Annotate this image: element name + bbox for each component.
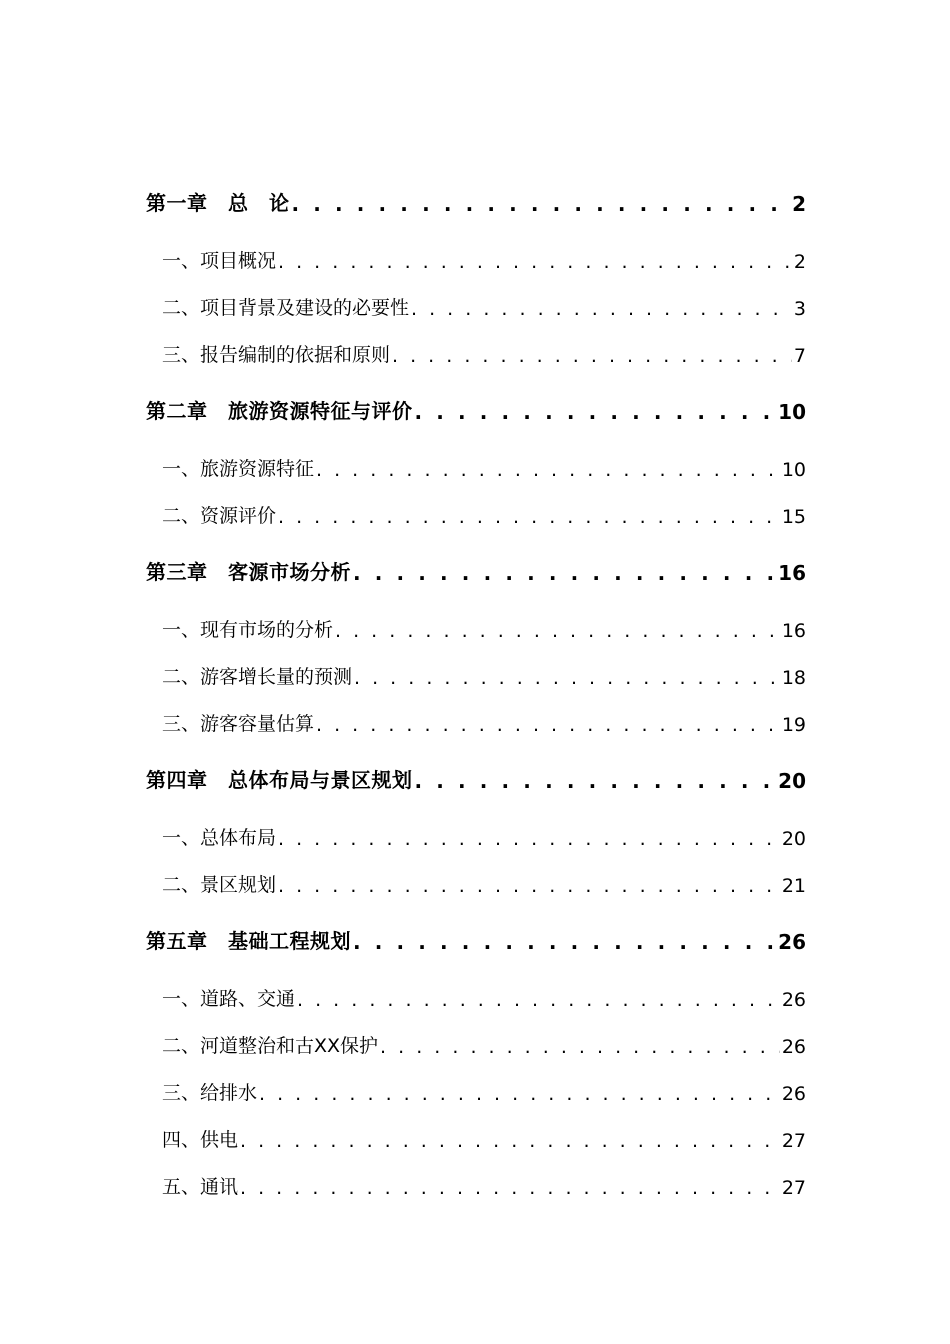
toc-section	[146, 329, 806, 367]
toc-page-number: 16	[781, 620, 806, 642]
toc-entry-title: 第二章 旅游资源特征与评价	[146, 399, 413, 423]
dot-leader	[392, 345, 792, 367]
dot-leader	[316, 714, 780, 736]
toc-page-number: 10	[778, 400, 806, 424]
toc-section	[146, 973, 806, 1011]
toc-section	[146, 235, 806, 273]
dot-leader	[354, 667, 780, 689]
toc-chapter-5	[146, 916, 806, 954]
toc-section	[146, 859, 806, 897]
toc-section	[146, 604, 806, 642]
toc-chapter-3	[146, 547, 806, 585]
toc-page-number: 27	[781, 1177, 806, 1199]
toc-entry-title: 一、项目概况	[162, 250, 277, 272]
dot-leader	[353, 930, 776, 954]
dot-leader	[415, 769, 777, 793]
toc-section	[146, 698, 806, 736]
toc-section	[146, 1020, 806, 1058]
dot-leader	[316, 459, 780, 481]
toc-entry-title: 四、供电	[162, 1129, 239, 1151]
toc-entry-title: 一、现有市场的分析	[162, 619, 334, 641]
toc-entry-title: 第三章 客源市场分析	[146, 560, 351, 584]
toc-section	[146, 1067, 806, 1105]
toc-chapter-4	[146, 755, 806, 793]
toc-entry-title: 二、景区规划	[162, 874, 277, 896]
dot-leader	[259, 1083, 780, 1105]
dot-leader	[240, 1130, 780, 1152]
toc-page-number: 26	[778, 930, 806, 954]
toc-entry-title: 第四章 总体布局与景区规划	[146, 768, 413, 792]
toc-page-number: 16	[778, 561, 806, 585]
toc-section	[146, 651, 806, 689]
toc-entry-title: 三、游客容量估算	[162, 713, 315, 735]
toc-page-number: 19	[781, 714, 806, 736]
dot-leader	[278, 875, 780, 897]
toc-page-number: 10	[781, 459, 806, 481]
toc-entry-title: 二、河道整治和古XX保护	[162, 1035, 379, 1057]
toc-page-number: 2	[793, 251, 806, 273]
toc-entry-title: 二、项目背景及建设的必要性	[162, 297, 410, 319]
toc-page-number: 21	[781, 875, 806, 897]
dot-leader	[278, 251, 792, 273]
dot-leader	[292, 192, 791, 216]
toc-chapter-2	[146, 386, 806, 424]
toc-entry-title: 三、报告编制的依据和原则	[162, 344, 391, 366]
dot-leader	[278, 506, 780, 528]
toc-page-number: 18	[781, 667, 806, 689]
toc-page-number: 20	[781, 828, 806, 850]
dot-leader	[335, 620, 780, 642]
toc-entry-title: 第一章 总 论	[146, 191, 290, 215]
toc-page-number: 15	[781, 506, 806, 528]
dot-leader	[240, 1177, 780, 1199]
toc-entry-title: 五、通讯	[162, 1176, 239, 1198]
toc-page-number: 7	[793, 345, 806, 367]
toc-entry-title: 一、道路、交通	[162, 988, 296, 1010]
toc-section	[146, 812, 806, 850]
toc-entry-title: 第五章 基础工程规划	[146, 929, 351, 953]
toc-page-number: 2	[792, 192, 806, 216]
toc-section	[146, 490, 806, 528]
toc-entry-title: 三、给排水	[162, 1082, 258, 1104]
dot-leader	[278, 828, 780, 850]
toc-entry-title: 二、游客增长量的预测	[162, 666, 353, 688]
toc-page-number: 26	[781, 1036, 806, 1058]
toc-section	[146, 443, 806, 481]
dot-leader	[297, 989, 780, 1011]
toc-page-number: 3	[793, 298, 806, 320]
dot-leader	[353, 561, 776, 585]
dot-leader	[380, 1036, 780, 1058]
dot-leader	[415, 400, 777, 424]
toc-page-number: 26	[781, 1083, 806, 1105]
toc-section	[146, 282, 806, 320]
toc-page-number: 26	[781, 989, 806, 1011]
toc-entry-title: 二、资源评价	[162, 505, 277, 527]
toc-section	[146, 1161, 806, 1199]
toc-entry-title: 一、总体布局	[162, 827, 277, 849]
dot-leader	[411, 298, 792, 320]
toc-chapter-1	[146, 178, 806, 216]
toc-page-number: 27	[781, 1130, 806, 1152]
table-of-contents	[146, 178, 806, 1208]
toc-entry-title: 一、旅游资源特征	[162, 458, 315, 480]
toc-section	[146, 1114, 806, 1152]
toc-page-number: 20	[778, 769, 806, 793]
